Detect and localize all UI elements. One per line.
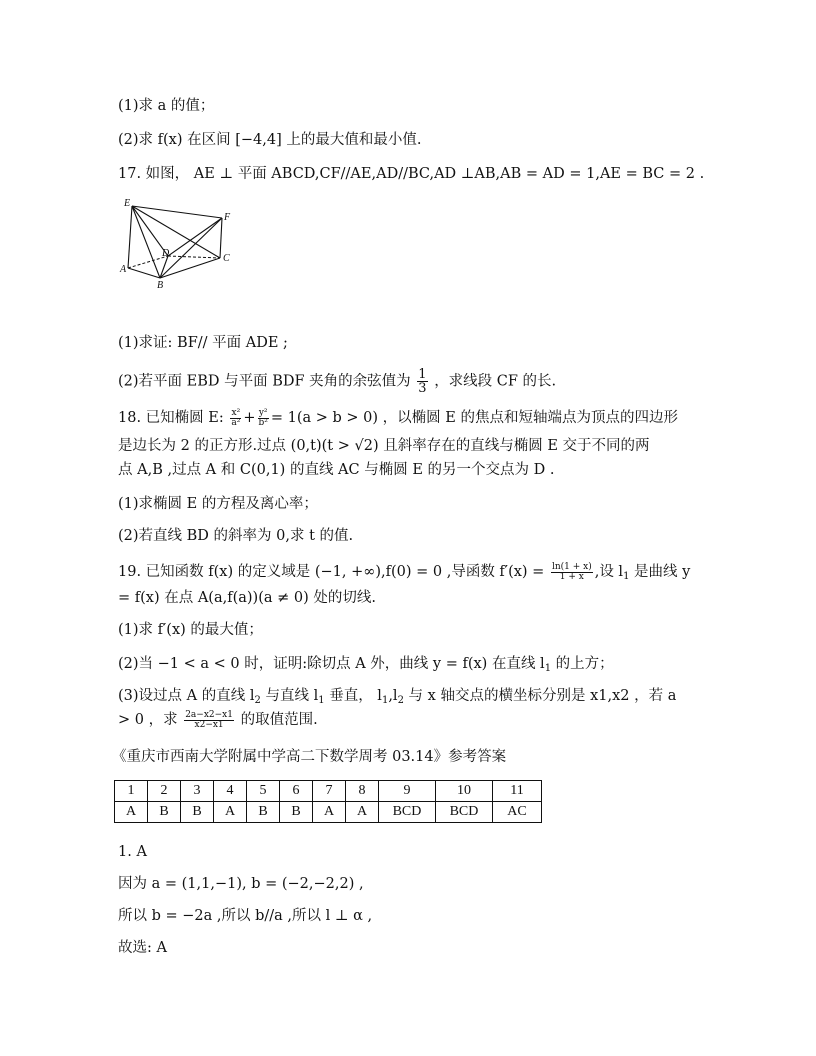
q18-frac-x bbox=[230, 409, 241, 428]
q16-part1: (1)求 a 的值； bbox=[118, 98, 215, 114]
q19-p3-line2-pre: > 0 ，求 bbox=[118, 712, 178, 728]
q17-part2-pre: (2)若平面 EBD 与平面 BDF 夹角的余弦值为 bbox=[118, 373, 411, 390]
sol1-line1: 因为 a = (1,1,−1), b = (−2,−2,2) , bbox=[118, 876, 364, 892]
answer-header-cell: 8 bbox=[346, 781, 379, 802]
answer-title: 《重庆市西南大学附属中学高二下数学周考 03.14》参考答案 bbox=[112, 749, 507, 765]
label-B: B bbox=[157, 280, 164, 290]
q18-b2: b² bbox=[258, 417, 268, 428]
answer-header-cell: 4 bbox=[214, 781, 247, 802]
q17-part2-post: ，求线段 CF 的长. bbox=[434, 373, 557, 390]
answer-header-cell: 10 bbox=[436, 781, 493, 802]
q19-p3-frac-den: x2−x1 bbox=[194, 719, 224, 730]
q19-p3-h: 2 bbox=[397, 695, 404, 706]
q18-a2: a² bbox=[231, 417, 241, 428]
q17-stem: 17. 如图， AE ⊥ 平面 ABCD,CF//AE,AD//BC,AD ⊥AB,AB = AD = 1,AE = BC = 2 . bbox=[118, 166, 705, 182]
sol1-line2: 所以 b = −2a ,所以 b//a ,所以 l ⊥ α , bbox=[118, 908, 373, 924]
answer-value-row bbox=[115, 802, 542, 823]
q19-line2: = f(x) 在点 A(a,f(a))(a ≠ 0) 处的切线. bbox=[118, 590, 376, 606]
q19-p3-f: 1 bbox=[381, 695, 389, 706]
answer-header-cell: 3 bbox=[181, 781, 214, 802]
q17-part1: (1)求证: BF// 平面 ADE ; bbox=[118, 335, 288, 351]
q19-p3-e: 垂直， l bbox=[324, 688, 382, 704]
q19-stem-pre: 19. 已知函数 f(x) 的定义域是 (−1, +∞),f(0) = 0 ,导函数 f′(x) = bbox=[118, 564, 545, 580]
q19-p3-i: 与 x 轴交点的横坐标分别是 x1,x2 ，若 a bbox=[403, 688, 677, 704]
answer-header-cell: 9 bbox=[379, 781, 436, 802]
q19-frac-den: 1 + x bbox=[559, 571, 584, 582]
q19-p3-frac-num: 2a−x2−x1 bbox=[185, 709, 233, 720]
label-F: F bbox=[224, 212, 231, 223]
answer-value-cell: A bbox=[313, 802, 346, 823]
label-A: A bbox=[120, 264, 127, 275]
answer-header-cell: 11 bbox=[493, 781, 542, 802]
q19-stem bbox=[118, 562, 690, 587]
q18-part2: (2)若直线 BD 的斜率为 0,求 t 的值. bbox=[118, 528, 354, 544]
q19-p3-a: (3)设过点 A 的直线 l bbox=[118, 688, 255, 704]
q17-frac-num: 1 bbox=[418, 367, 427, 382]
q19-part2-post: 的上方； bbox=[551, 656, 614, 672]
q17-frac-den: 3 bbox=[418, 381, 427, 396]
q18-part1: (1)求椭圆 E 的方程及离心率； bbox=[118, 496, 318, 512]
q19-p3-c: 与直线 l bbox=[260, 688, 319, 704]
q17-part2 bbox=[118, 368, 556, 395]
answer-value-cell: BCD bbox=[436, 802, 493, 823]
q19-part2 bbox=[118, 654, 614, 679]
answer-value-cell: B bbox=[247, 802, 280, 823]
answer-header-cell: 2 bbox=[148, 781, 181, 802]
q18-frac-y bbox=[258, 409, 269, 428]
q18-line2: 是边长为 2 的正方形.过点 (0,t)(t > √2) 且斜率存在的直线与椭圆 E 交于不同的两 bbox=[118, 438, 650, 454]
q19-p3-g: ,l bbox=[388, 688, 398, 704]
q19-stem-end: 是曲线 y bbox=[629, 564, 691, 580]
answer-header-cell: 6 bbox=[280, 781, 313, 802]
answer-value-cell: B bbox=[181, 802, 214, 823]
label-D: D bbox=[162, 248, 170, 259]
answer-value-cell: A bbox=[346, 802, 379, 823]
answer-value-cell: BCD bbox=[379, 802, 436, 823]
q19-frac bbox=[551, 563, 593, 582]
q17-fraction bbox=[417, 368, 427, 395]
q19-p3-b: 2 bbox=[254, 695, 261, 706]
answer-value-cell: A bbox=[115, 802, 148, 823]
q18-x2: x² bbox=[231, 407, 241, 418]
q17-figure bbox=[118, 196, 238, 290]
q19-part2-sub: 1 bbox=[544, 663, 552, 674]
answer-value-cell: B bbox=[280, 802, 313, 823]
q18-stem-post: = 1(a > b > 0) ，以椭圆 E 的焦点和短轴端点为顶点的四边形 bbox=[270, 410, 678, 426]
q19-p3-frac bbox=[184, 711, 234, 730]
q18-stem: 18. 已知椭圆 E: $\frac{\text{x²}}{\text{a²}}$ + $\frac{\text{y²}}{\text{b²}}$ = 1(a > b > 0) ，以椭圆 E 的焦点和短轴端点为顶点的四边形 bbox=[118, 407, 678, 428]
answer-header-cell: 1 bbox=[115, 781, 148, 802]
q19-p3-line2-post: 的取值范围. bbox=[240, 712, 318, 728]
q19-part3-line2 bbox=[118, 710, 318, 730]
q19-p3-d: 1 bbox=[318, 695, 325, 706]
q19-sub1: 1 bbox=[623, 571, 630, 582]
q19-part1: (1)求 f′(x) 的最大值； bbox=[118, 622, 263, 638]
answer-header-row bbox=[115, 781, 542, 802]
q18-line3: 点 A,B ,过点 A 和 C(0,1) 的直线 AC 与椭圆 E 的另一个交点为 D . bbox=[118, 462, 555, 478]
answer-header-cell: 5 bbox=[247, 781, 280, 802]
answer-value-cell: A bbox=[214, 802, 247, 823]
q16-part2: (2)求 f(x) 在区间 [−4,4] 上的最大值和最小值. bbox=[118, 132, 422, 148]
answer-header-cell: 7 bbox=[313, 781, 346, 802]
answer-value-cell: B bbox=[148, 802, 181, 823]
q18-stem-pre: 18. 已知椭圆 E: bbox=[118, 410, 224, 426]
label-C: C bbox=[223, 253, 230, 264]
label-E: E bbox=[124, 198, 131, 209]
sol1-title: 1. A bbox=[118, 844, 147, 860]
sol1-line3: 故选: A bbox=[118, 940, 167, 956]
q19-frac-num: ln(1 + x) bbox=[551, 561, 592, 572]
q18-y2: y² bbox=[258, 407, 268, 418]
answer-table bbox=[114, 780, 542, 823]
answer-value-cell: AC bbox=[493, 802, 542, 823]
q19-part3-line1 bbox=[118, 686, 676, 711]
q19-stem-post: ,设 l bbox=[594, 564, 624, 580]
q19-part2-pre: (2)当 −1 < a < 0 时，证明:除切点 A 外，曲线 y = f(x) 在直线 l bbox=[118, 656, 545, 672]
